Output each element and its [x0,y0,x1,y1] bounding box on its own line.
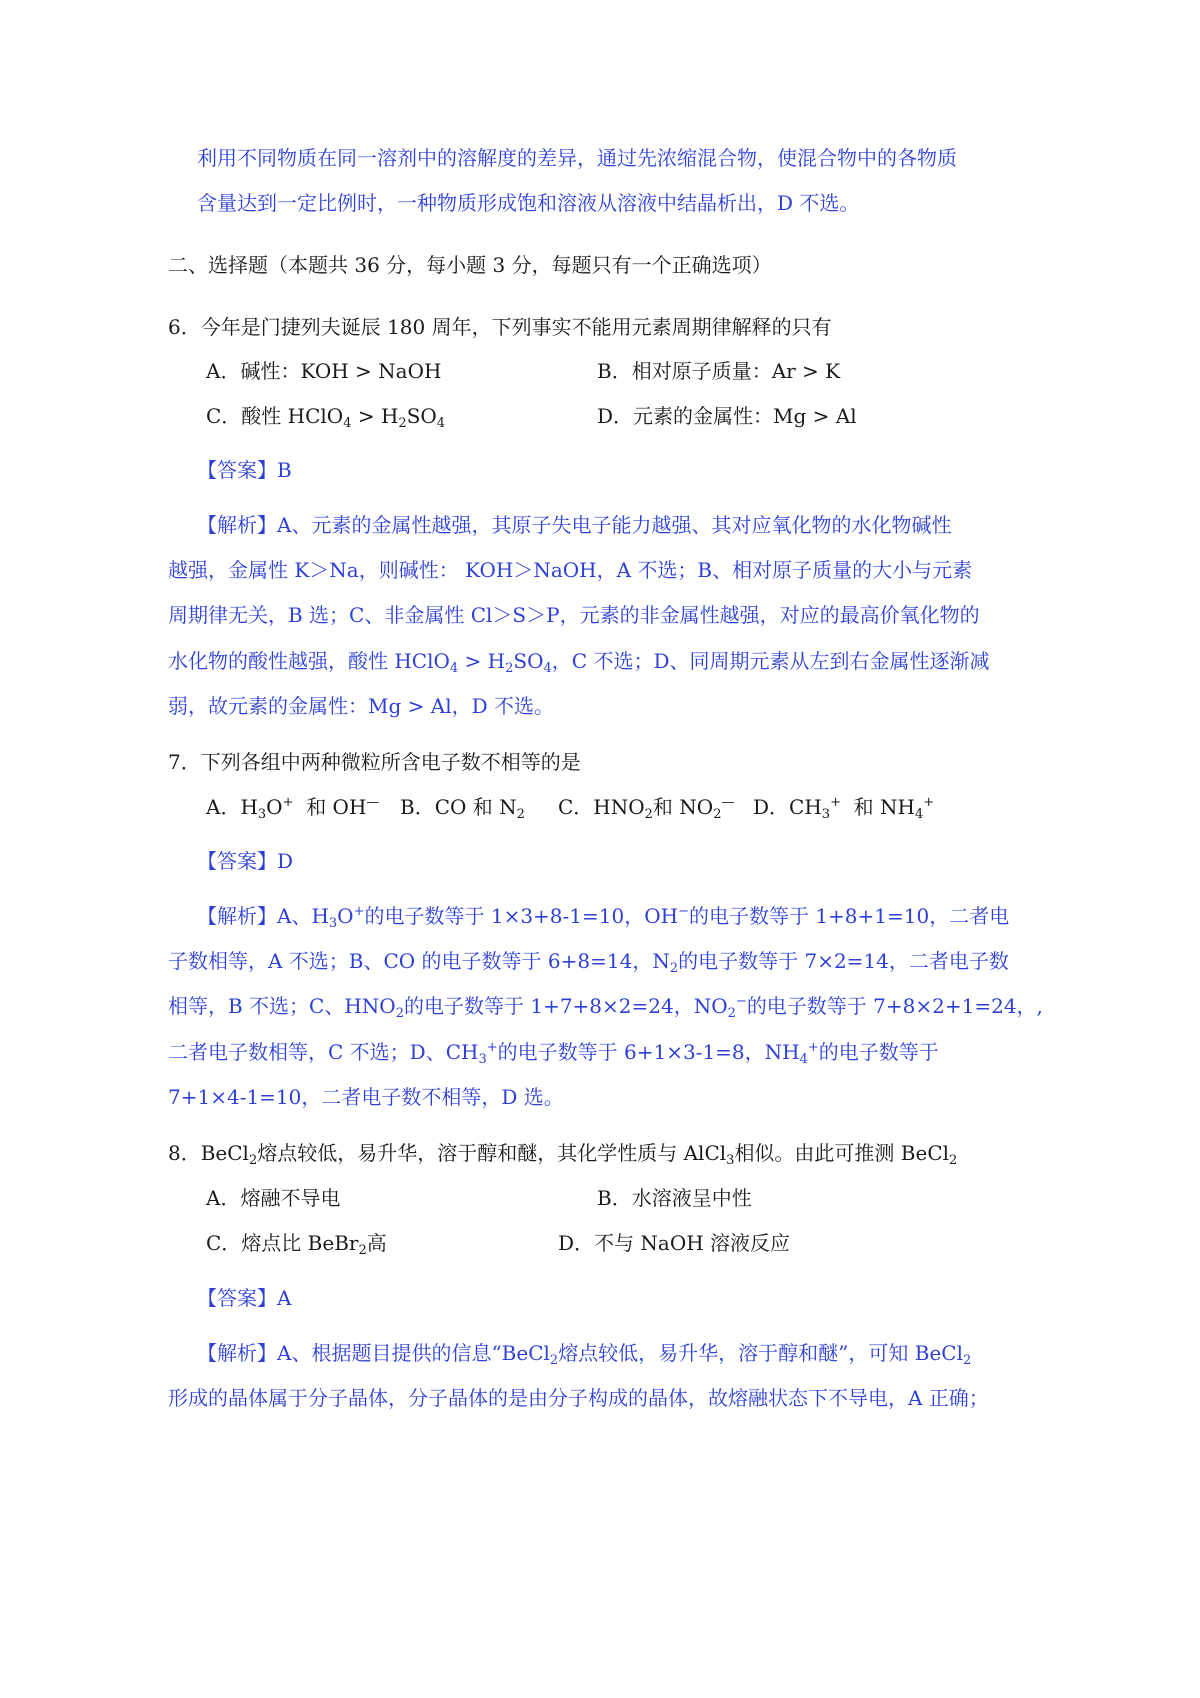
q6-explanation-4: 水化物的酸性越强，酸性 HClO$_4$ > $H_2SO_4$，C 不选；D、同周期元素从左到右金属性逐渐减 [168,649,990,676]
q7-stem: 7．下列各组中两种微粒所含电子数不相等的是 [168,750,581,774]
intro-line-1: 利用不同物质在同一溶剂中的溶解度的差异，通过先浓缩混合物，使混合物中的各物质 [197,146,957,170]
q7-explanation-5: 7+1×4-1=10，二者电子数不相等，D 选。 [168,1085,564,1109]
q6-explanation-1: 【解析】A、元素的金属性越强，其原子失电子能力越强、其对应氧化物的水化物碱性 [197,513,952,537]
q7-answer: 【答案】D [197,849,294,873]
q7-explanation-4: 二者电子数相等，C 不选；D、$CH_3^+$的电子数等于 6+1×3-1=8，$NH_4^+$的电子数等于 [168,1040,939,1067]
q8-option-a: A．熔融不导电 [206,1186,341,1210]
q6-option-d: D．元素的金属性：Mg > Al [597,404,857,428]
q7-explanation-1: 【解析】A、$H_3O^+$的电子数等于 1×3+8-1=10，OH−的电子数等于 1+8+1=10，二者电 [197,904,1010,931]
q7-option-c: C．$HNO_2$和 $NO_2^—$ [558,795,735,822]
q8-explanation-1: 【解析】A、根据题目提供的信息“BeCl$_2$熔点较低，易升华，溶于醇和醚”，可知 BeCl$_2$ [197,1341,972,1368]
q6-option-b: B．相对原子质量：Ar > K [597,359,841,383]
q6-explanation-2: 越强，金属性 K＞Na，则碱性： KOH＞NaOH，A 不选；B、相对原子质量的大小与元素 [168,558,973,582]
q7-option-d: D．$CH_3^+$ 和 $NH_4^+$ [753,795,935,822]
q7-explanation-2: 子数相等，A 不选；B、CO 的电子数等于 6+8=14，$N_2$的电子数等于 7×2=14，二者电子数 [168,949,1009,976]
q6-explanation-3: 周期律无关，B 选；C、非金属性 Cl＞S＞P，元素的非金属性越强，对应的最高价氧化物的 [168,603,980,627]
q7-explanation-3: 相等，B 不选；C、$HNO_2$的电子数等于 1+7+8×2=24，$NO_2^-$的电子数等于 7+8×2+1=24，, [168,994,1043,1021]
q6-stem: 6．今年是门捷列夫诞辰 180 周年，下列事实不能用元素周期律解释的只有 [168,315,832,339]
intro-line-2: 含量达到一定比例时，一种物质形成饱和溶液从溶液中结晶析出，D 不选。 [197,191,860,215]
q8-answer: 【答案】A [197,1286,292,1310]
q6-option-c: C．酸性 HClO$_4$ > $H_2SO_4$ [206,404,446,431]
q8-option-d: D．不与 NaOH 溶液反应 [558,1231,791,1255]
q8-option-c: C．熔点比 BeBr$_2$高 [206,1231,387,1258]
q6-answer: 【答案】B [197,458,292,482]
q7-option-b: B．CO 和 $N_2$ [400,795,525,822]
q6-explanation-5: 弱，故元素的金属性：Mg > Al，D 不选。 [168,694,554,718]
q8-option-b: B．水溶液呈中性 [597,1186,752,1210]
section-title: 二、选择题（本题共 36 分，每小题 3 分，每题只有一个正确选项） [168,253,772,277]
q6-option-a: A．碱性：KOH > NaOH [206,359,442,383]
q8-stem: 8．BeCl$_2$熔点较低，易升华，溶于醇和醚，其化学性质与 AlCl$_3$相似。由此可推测 BeCl$_2$ [168,1141,958,1168]
q8-explanation-2: 形成的晶体属于分子晶体，分子晶体的是由分子构成的晶体，故熔融状态下不导电，A 正确； [168,1386,989,1410]
q7-option-a: A．$H_3O^+$ 和 OH— [206,795,380,822]
